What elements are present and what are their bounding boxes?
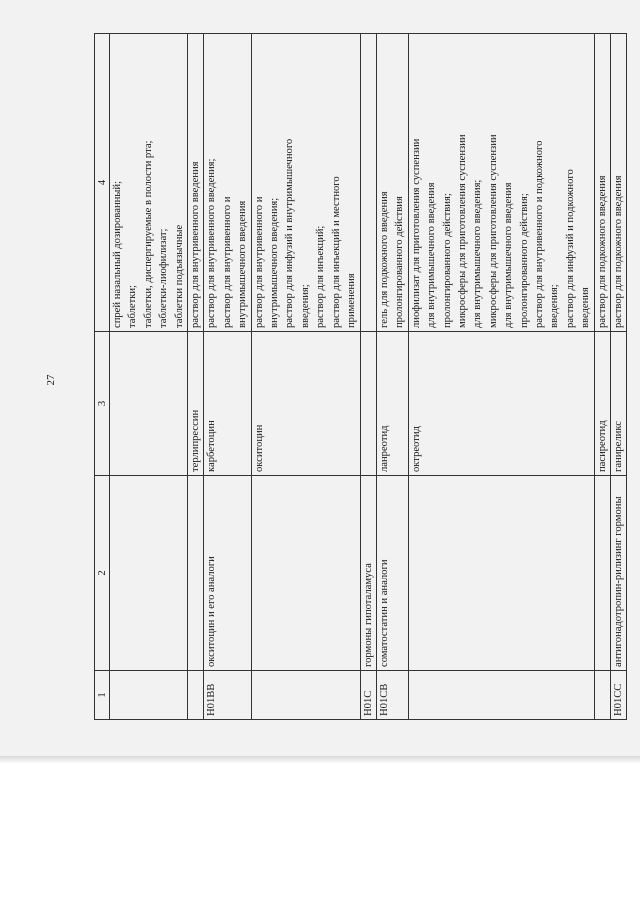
dosage-form-line: внутримышечного введения; [269,197,281,328]
dosage-form-line: микросферы для приготовления суспензии [456,134,468,328]
dosage-form-cell [110,34,188,332]
dosage-form-line: таблетки-лиофилизат; [158,228,170,328]
dosage-form-line: для внутримышечного введения [426,182,438,328]
dosage-form-cell [376,34,408,332]
drug-name-cell: ганиреликс [611,332,627,476]
dosage-form-line: спрей назальный дозированный; [112,180,123,328]
dosage-form-line: применения [346,273,358,328]
atc-code-cell [408,671,594,720]
dosage-form-line: лиофилизат для приготовления суспензии [410,138,422,328]
dosage-form-line: таблетки подъязычные [173,224,185,328]
table-row [188,34,204,720]
dosage-form-line: раствор для внутривенного введения; [206,158,218,328]
dosage-form-line: введения; [549,284,561,328]
dosage-form-line: пролонгированного действия; [441,193,453,328]
table-row [360,34,376,720]
header-col-3: 3 [95,332,110,476]
table-row [110,34,188,720]
dosage-form-line: таблетки; [127,285,139,328]
dosage-form-line: раствор для инъекций и местного [330,176,342,328]
dosage-form-line: внутримышечного введения [237,200,249,328]
dosage-form-line: пролонгированного действия [394,196,406,328]
group-name-cell: гормоны гипоталамуса [360,476,376,671]
table-header-row [95,34,110,720]
dosage-form-line: гель для подкожного введения [378,191,390,328]
dosage-form-line: раствор для внутривенного и [253,196,265,328]
dosage-form-cell [204,34,251,332]
dosage-form-cell [251,34,360,332]
table-row [594,34,610,720]
dosage-form-line: раствор для внутривенного введения [190,161,202,328]
dosage-form-line: пролонгированного действия; [518,193,530,328]
dosage-form-line: раствор для инъекций; [315,225,327,328]
page-number: 27 [45,374,57,386]
dosage-form-cell [408,34,594,332]
page-edge-shadow [0,756,640,764]
dosage-form-cell [594,34,610,332]
dosage-form-cell [611,34,627,332]
dosage-form-line: раствор для внутривенного и подкожного [533,140,545,328]
header-col-2: 2 [95,476,110,671]
atc-code-cell: H01CB [376,671,408,720]
dosage-form-line: введения; [299,284,311,328]
table-row [376,34,408,720]
group-name-cell: антигонадотропин-рилизинг гормоны [611,476,627,671]
drug-name-cell: пасиреотид [594,332,610,476]
header-col-1: 1 [95,671,110,720]
group-name-cell [251,476,360,671]
table-row [251,34,360,720]
drug-name-cell [110,332,188,476]
atc-code-cell [251,671,360,720]
atc-code-cell [110,671,188,720]
drug-name-cell [360,332,376,476]
dosage-form-line: для внутримышечного введения [503,182,515,328]
group-name-cell [110,476,188,671]
dosage-form-line: раствор для внутривенного и [221,196,233,328]
group-name-cell [594,476,610,671]
drug-name-cell: окситоцин [251,332,360,476]
drug-name-cell: ланреотид [376,332,408,476]
atc-code-cell: H01C [360,671,376,720]
table-row [204,34,251,720]
atc-code-cell: H01BB [204,671,251,720]
dosage-form-cell [360,34,376,332]
atc-code-cell [594,671,610,720]
drug-name-cell: терлипрессин [188,332,204,476]
group-name-cell: окситоцин и его аналоги [204,476,251,671]
drug-name-cell: октреотид [408,332,594,476]
dosage-form-line: раствор для подкожного введения [613,175,624,328]
dosage-form-line: введения [580,287,592,328]
group-name-cell: соматостатин и аналоги [376,476,408,671]
atc-code-cell: H01CC [611,671,627,720]
group-name-cell [408,476,594,671]
dosage-form-line: для внутримышечного введения; [472,179,484,328]
dosage-form-line: раствор для инфузий и внутримышечного [284,138,296,328]
dosage-form-line: микросферы для приготовления суспензии [487,134,499,328]
header-col-4: 4 [95,34,110,332]
dosage-form-cell [188,34,204,332]
group-name-cell [188,476,204,671]
atc-code-cell [188,671,204,720]
drug-table [94,33,627,720]
dosage-form-line: таблетки, диспергируемые в полости рта; [142,140,154,328]
dosage-form-line: раствор для подкожного введения [596,175,608,328]
dosage-form-line: раствор для инфузий и подкожного [564,169,576,328]
table-row [408,34,594,720]
table-row [611,34,627,720]
drug-name-cell: карбетоцин [204,332,251,476]
